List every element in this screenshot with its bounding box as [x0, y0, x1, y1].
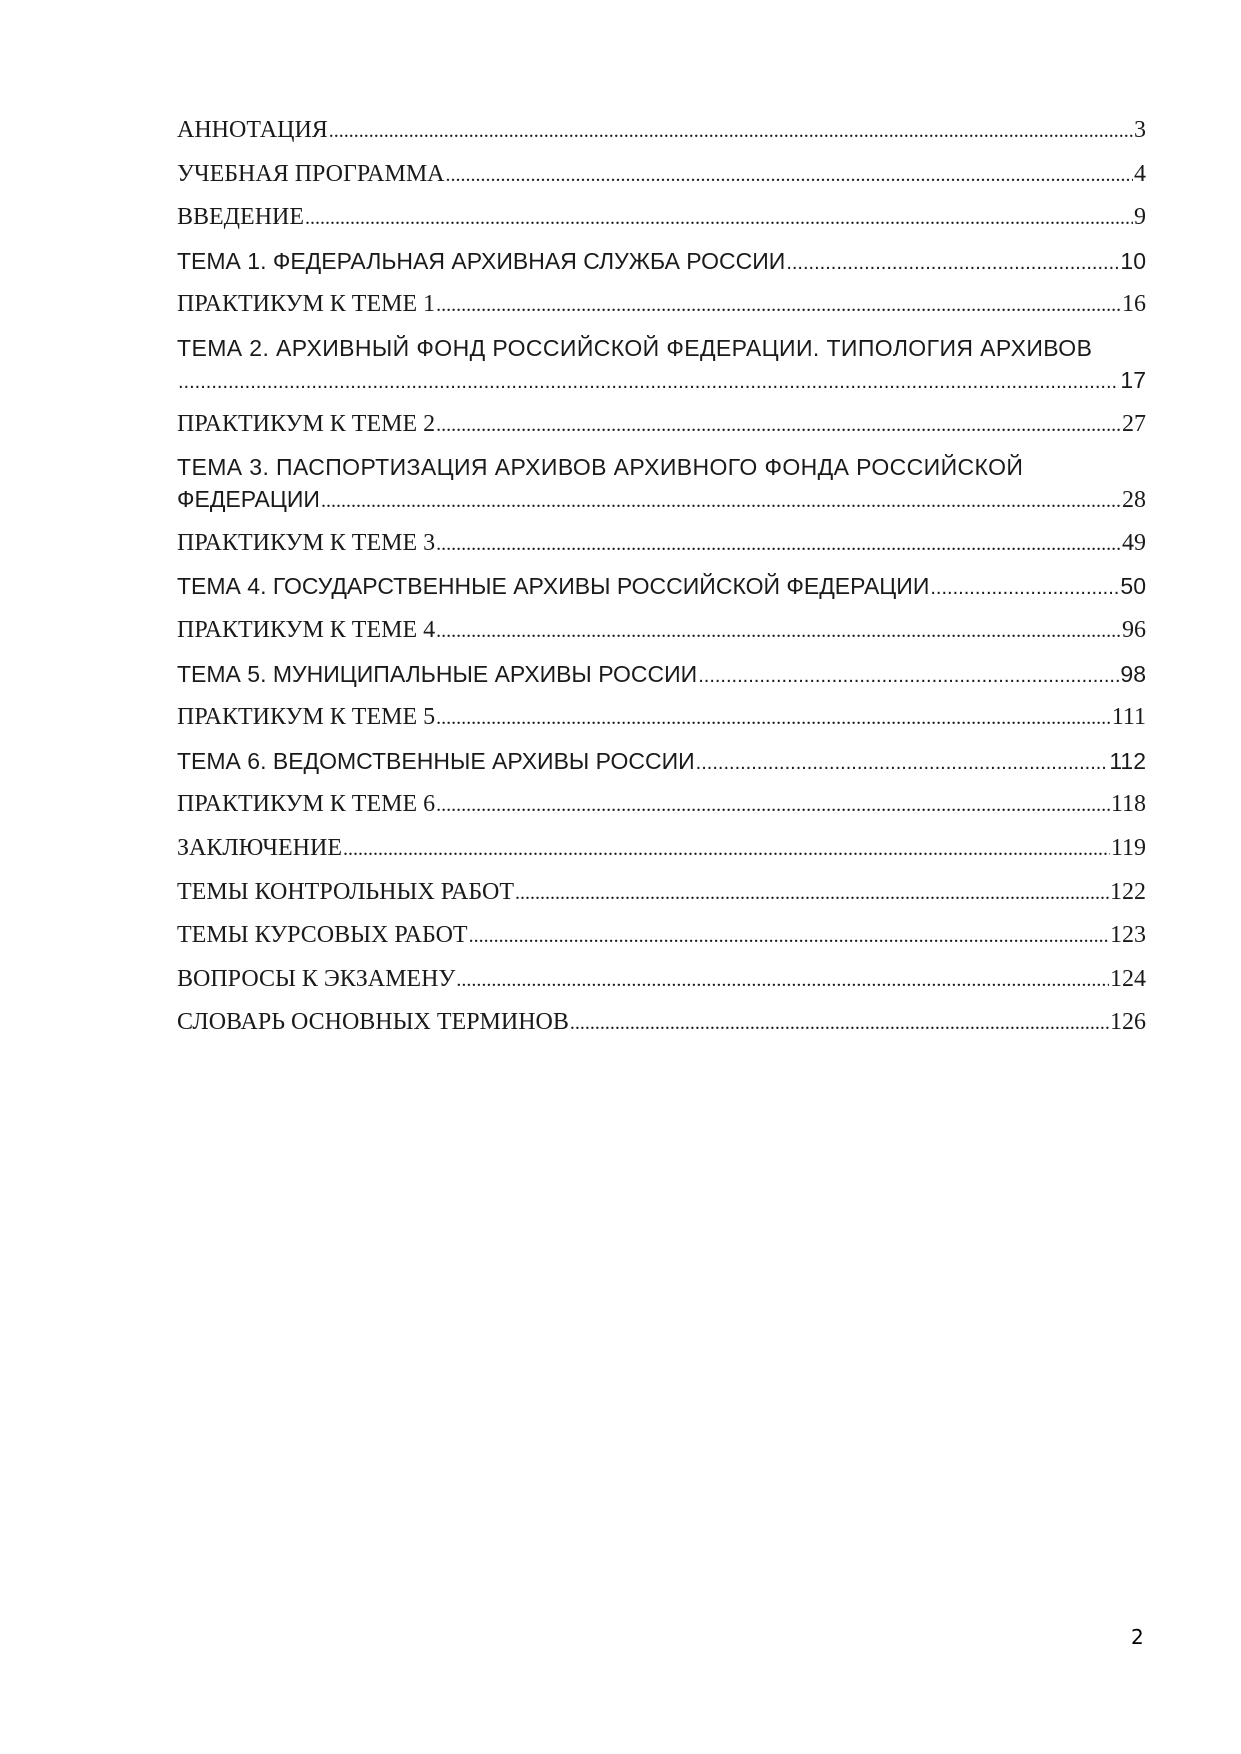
toc-entry-title: СЛОВАРЬ ОСНОВНЫХ ТЕРМИНОВ — [177, 1009, 569, 1036]
toc-entry-page: 112 — [1109, 747, 1146, 774]
dot-leader — [698, 658, 1119, 692]
toc-entry-title: ТЕМА 6. ВЕДОМСТВЕННЫЕ АРХИВЫ РОССИИ — [177, 747, 695, 774]
toc-entry[interactable] — [177, 963, 1146, 995]
toc-entry[interactable] — [177, 876, 1146, 908]
dot-leader — [436, 614, 1121, 647]
toc-entry[interactable] — [177, 745, 1146, 777]
toc-entry-page: 27 — [1122, 410, 1146, 437]
toc-entry[interactable] — [177, 114, 1146, 146]
dot-leader — [343, 832, 1110, 865]
toc-entry[interactable] — [177, 451, 1146, 515]
toc-entry[interactable] — [177, 1006, 1146, 1038]
toc-entry-page: 10 — [1120, 247, 1146, 274]
toc-entry-title: ТЕМА 4. ГОСУДАРСТВЕННЫЕ АРХИВЫ РОССИЙСКОЙ ФЕДЕРАЦИИ — [177, 573, 930, 600]
toc-entry-page: 119 — [1110, 834, 1146, 861]
toc-entry-title: ТЕМЫ КУРСОВЫХ РАБОТ — [177, 922, 468, 949]
toc-entry[interactable] — [177, 832, 1146, 864]
page-number: 2 — [1131, 1625, 1144, 1649]
toc-entry-page: 98 — [1120, 660, 1146, 687]
toc-entry-title: ВВЕДЕНИЕ — [177, 204, 305, 231]
toc-entry-title: ПРАКТИКУМ К ТЕМЕ 5 — [177, 704, 436, 731]
dot-leader — [321, 484, 1121, 517]
toc-entry-title: ПРАКТИКУМ К ТЕМЕ 3 — [177, 529, 436, 556]
toc-entry-title-line1: ТЕМА 2. АРХИВНЫЙ ФОНД РОССИЙСКОЙ ФЕДЕРАЦИИ. ТИПОЛОГИЯ АРХИВОВ — [177, 334, 1093, 361]
dot-leader — [329, 114, 1133, 147]
toc-entry[interactable] — [177, 919, 1146, 951]
toc-entry[interactable] — [177, 614, 1146, 646]
toc-entry-title: ВОПРОСЫ К ЭКЗАМЕНУ — [177, 965, 456, 992]
dot-leader — [436, 527, 1121, 560]
toc-entry-page: 28 — [1122, 487, 1146, 514]
dot-leader — [436, 788, 1110, 821]
toc-entry-page: 122 — [1110, 878, 1146, 905]
toc-entry[interactable] — [177, 201, 1146, 233]
dot-leader — [469, 919, 1109, 952]
toc-entry-page: 111 — [1111, 704, 1146, 731]
toc-entry-title-line1: ТЕМА 3. ПАСПОРТИЗАЦИЯ АРХИВОВ АРХИВНОГО ФОНДА РОССИЙСКОЙ — [177, 454, 1024, 481]
toc-entry-page: 9 — [1134, 204, 1146, 231]
toc-entry-page: 16 — [1122, 291, 1146, 318]
toc-entry-title: ТЕМЫ КОНТРОЛЬНЫХ РАБОТ — [177, 878, 514, 905]
toc-entry[interactable] — [177, 408, 1146, 440]
dot-leader — [446, 158, 1133, 191]
dot-leader — [305, 201, 1133, 234]
dot-leader — [930, 570, 1119, 604]
toc-entry-title: ПРАКТИКУМ К ТЕМЕ 4 — [177, 616, 436, 643]
toc-entry[interactable] — [177, 570, 1146, 602]
toc-entry-page: 123 — [1110, 922, 1146, 949]
toc-entry-page: 50 — [1120, 573, 1146, 600]
dot-leader — [436, 408, 1121, 441]
toc-entry-title: АННОТАЦИЯ — [177, 117, 328, 143]
toc-entry-title: ПРАКТИКУМ К ТЕМЕ 2 — [177, 410, 436, 437]
toc-entry-page: 118 — [1110, 791, 1146, 818]
toc-entry[interactable] — [177, 527, 1146, 559]
dot-leader — [696, 745, 1109, 779]
dot-leader — [436, 288, 1121, 321]
toc-entry-page: 126 — [1110, 1009, 1146, 1036]
toc-entry[interactable] — [177, 788, 1146, 820]
table-of-contents — [177, 114, 1146, 1050]
toc-entry-title: ТЕМА 1. ФЕДЕРАЛЬНАЯ АРХИВНАЯ СЛУЖБА РОССИИ — [177, 247, 786, 274]
toc-entry[interactable] — [177, 245, 1146, 277]
toc-entry-title: ПРАКТИКУМ К ТЕМЕ 6 — [177, 791, 436, 818]
toc-entry-page: 17 — [1120, 366, 1146, 393]
dot-leader — [436, 701, 1111, 734]
dot-leader — [786, 245, 1119, 279]
dot-leader — [456, 963, 1109, 996]
toc-entry[interactable] — [177, 288, 1146, 320]
toc-entry-page: 124 — [1110, 965, 1146, 992]
toc-entry-title: ПРАКТИКУМ К ТЕМЕ 1 — [177, 291, 436, 318]
toc-entry-title: ТЕМА 5. МУНИЦИПАЛЬНЫЕ АРХИВЫ РОССИИ — [177, 660, 698, 687]
dot-leader — [570, 1006, 1109, 1039]
toc-entry-title: УЧЕБНАЯ ПРОГРАММА — [177, 160, 445, 187]
toc-entry-page: 4 — [1134, 160, 1146, 187]
toc-entry-title: ФЕДЕРАЦИИ — [177, 486, 320, 513]
toc-entry[interactable] — [177, 701, 1146, 733]
toc-entry-page: 96 — [1122, 616, 1146, 643]
toc-entry[interactable] — [177, 158, 1146, 190]
dot-leader — [515, 876, 1109, 909]
toc-entry-page: 49 — [1122, 529, 1146, 556]
toc-entry[interactable] — [177, 658, 1146, 690]
toc-entry[interactable] — [177, 332, 1146, 396]
dot-leader — [178, 364, 1119, 398]
toc-entry-page: 3 — [1134, 117, 1146, 143]
toc-entry-title: ЗАКЛЮЧЕНИЕ — [177, 834, 342, 861]
